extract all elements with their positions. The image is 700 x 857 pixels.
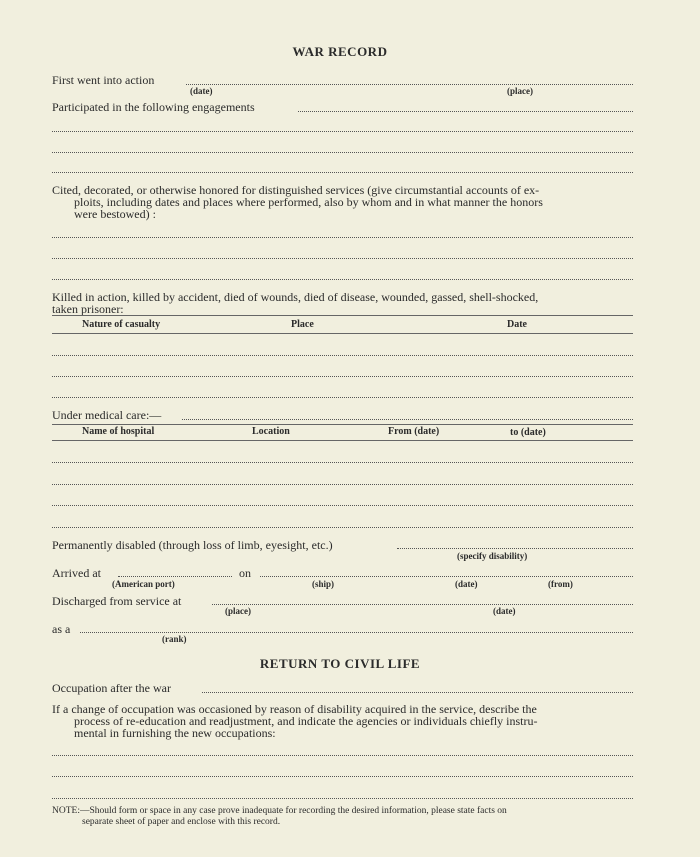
cited-line-a[interactable] [52,237,633,238]
war-record-title: WAR RECORD [292,44,388,59]
casualty-col-place: Place [291,319,314,330]
casualty-col-nature: Nature of casualty [82,319,161,330]
as-a-label: as a [52,622,71,636]
arrived-label: Arrived at [52,566,101,580]
disabled-field[interactable] [397,548,633,549]
cited-paragraph [52,184,633,220]
occupation-field[interactable] [202,692,633,693]
engagements-line-3[interactable] [52,152,633,153]
on-label: on [239,566,251,580]
from-caption: (from) [548,579,573,589]
change-paragraph [52,703,633,739]
discharged-label: Discharged from service at [52,594,182,608]
first-action-field[interactable] [186,84,633,85]
medical-line-c[interactable] [52,505,633,506]
engagements-field[interactable] [298,111,633,112]
change-line-a[interactable] [52,755,633,756]
change-line-b[interactable] [52,776,633,777]
casualty-line-1: Killed in action, killed by accident, died of wounds, died of disease, wounded, gassed, shell-shocked, [52,290,539,304]
discharged-date-caption: (date) [493,606,516,616]
arrived-port-field[interactable] [118,576,232,577]
occupation-label: Occupation after the war [52,681,171,695]
rank-caption: (rank) [162,634,187,644]
medical-field[interactable] [182,419,633,420]
medical-line-a[interactable] [52,462,633,463]
arrived-date-caption: (date) [455,579,478,589]
change-line-1: If a change of occupation was occasioned by reason of disability acquired in the service, describe the [52,702,537,716]
casualty-line-2: taken prisoner: [52,302,124,316]
cited-line-2: ploits, including dates and places where performed, also by whom and in what manner the honors [74,195,543,209]
date-caption: (date) [190,86,213,96]
casualty-header-rule-bottom [52,333,633,334]
first-action-label: First went into action [52,73,155,87]
casualty-paragraph [52,291,633,315]
medical-col-location: Location [252,426,290,437]
medical-line-d[interactable] [52,527,633,528]
engagements-line-2[interactable] [52,131,633,132]
engagements-label: Participated in the following engagements [52,100,255,114]
ship-caption: (ship) [312,579,335,589]
cited-line-3: were bestowed) : [74,207,156,221]
cited-line-b[interactable] [52,258,633,259]
casualty-col-date: Date [507,319,527,330]
engagements-line-4[interactable] [52,172,633,173]
cited-line-c[interactable] [52,279,633,280]
discharged-field[interactable] [212,604,633,605]
american-port-caption: (American port) [112,579,175,589]
change-line-2: process of re-education and readjustment, and indicate the agencies or individuals chiefly instru- [74,714,538,728]
medical-header-rule-top [52,424,633,425]
medical-col-from: From (date) [388,426,440,437]
arrived-ship-field[interactable] [260,576,633,577]
change-line-c[interactable] [52,798,633,799]
medical-col-to: to (date) [510,427,546,438]
medical-col-hospital: Name of hospital [82,426,155,437]
note-line-1: NOTE:—Should form or space in any case prove inadequate for recording the desired information, please state facts on [52,806,507,816]
casualty-line-c[interactable] [52,397,633,398]
casualty-line-b[interactable] [52,376,633,377]
discharged-place-caption: (place) [225,606,251,616]
specify-caption: (specify disability) [457,551,528,561]
casualty-line-a[interactable] [52,355,633,356]
medical-line-b[interactable] [52,484,633,485]
medical-label: Under medical care:— [52,408,162,422]
place-caption: (place) [507,86,533,96]
note [52,806,637,828]
disabled-label: Permanently disabled (through loss of limb, eyesight, etc.) [52,538,333,552]
civil-life-title: RETURN TO CIVIL LIFE [259,656,421,671]
cited-line-1: Cited, decorated, or otherwise honored for distinguished services (give circumstantial accounts of ex- [52,183,540,197]
change-line-3: mental in furnishing the new occupations: [74,726,276,740]
rank-field[interactable] [80,632,633,633]
medical-header-rule-bottom [52,440,633,441]
casualty-header-rule-top [52,315,633,316]
note-line-2: separate sheet of paper and enclose with this record. [82,817,281,827]
